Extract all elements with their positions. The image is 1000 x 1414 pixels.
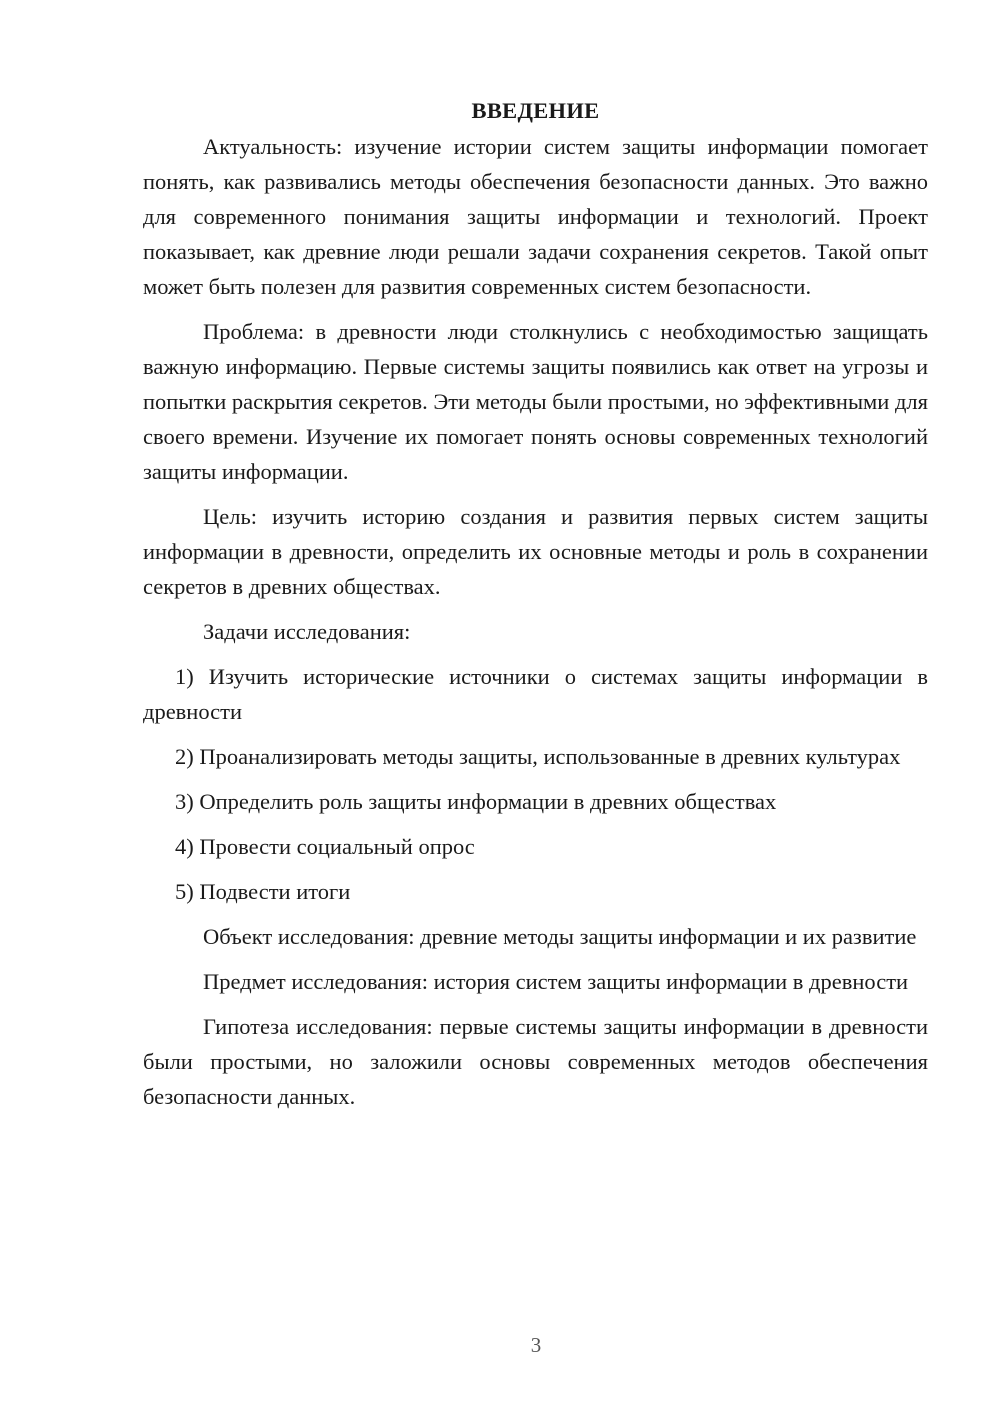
list-item: 5) Подвести итоги [175,879,351,904]
paragraph-problem: Проблема: в древности люди столкнулись с необходимостью защищать важную информацию. Первые системы защиты появились как ответ на угрозы и попытки раскрытия секретов. Эти методы были простыми, но эффективными для своего времени. Изучение их помогает понять основы современных технологий защиты информации. [143,319,928,484]
tasks-list [143,659,928,909]
paragraph-subject: Предмет исследования: история систем защиты информации в древности [203,969,909,994]
paragraph-relevance: Актуальность: изучение истории систем защиты информации помогает понять, как развивались методы обеспечения безопасности данных. Это важно для современного понимания защиты информации и технологий. Проект показывает, как древние люди решали задачи сохранения секретов. Такой опыт может быть полезен для развития современных систем безопасности. [143,134,928,299]
paragraph-object: Объект исследования: древние методы защиты информации и их развитие [203,924,917,949]
section-heading: ВВЕДЕНИЕ [471,98,600,123]
tasks-heading: Задачи исследования: [203,619,411,644]
list-item: 1) Изучить исторические источники о системах защиты информации в древности [143,664,928,724]
list-item: 2) Проанализировать методы защиты, использованные в древних культурах [175,744,901,769]
paragraph-hypothesis: Гипотеза исследования: первые системы защиты информации в древности были простыми, но заложили основы современных методов обеспечения безопасности данных. [143,1014,928,1109]
page-number: 3 [530,1333,542,1357]
list-item: 3) Определить роль защиты информации в древних обществах [175,789,777,814]
page-content [143,93,928,1114]
list-item: 4) Провести социальный опрос [175,834,475,859]
paragraph-goal: Цель: изучить историю создания и развития первых систем защиты информации в древности, определить их основные методы и роль в сохранении секретов в древних обществах. [143,504,928,599]
